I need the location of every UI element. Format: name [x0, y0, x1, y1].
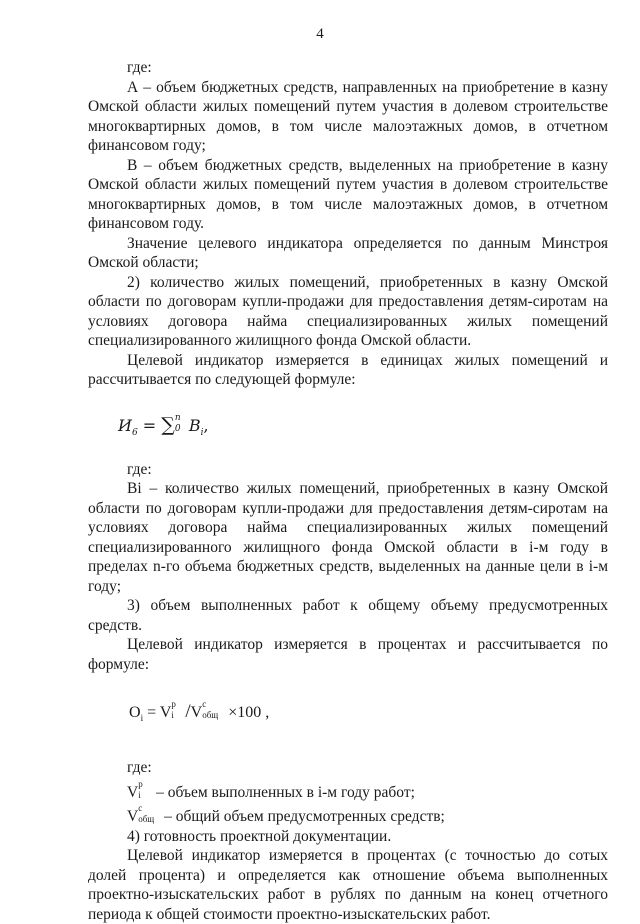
data-source-note: Значение целевого индикатора определяется по данным Минстроя Омской области;: [88, 234, 608, 271]
formula2-num: V: [159, 704, 172, 721]
where-label: где:: [127, 59, 152, 76]
vip-sup: р: [138, 778, 143, 789]
formula2-den-sub: общ: [202, 710, 219, 720]
formula-tail: ,: [203, 415, 209, 435]
definition-vc: [88, 803, 608, 827]
sum-icon: ∑: [161, 413, 175, 436]
vc-sup: с: [138, 803, 143, 813]
formula-oi: [129, 700, 608, 724]
vc-text: – общий объем предусмотренных средств;: [160, 808, 445, 825]
formula-var-sub: i: [200, 427, 204, 438]
formula2-den: V: [190, 704, 203, 721]
formula-lhs: И: [118, 415, 132, 435]
formula2-num-indices: [171, 699, 185, 720]
item-3-measure: Целевой индикатор измеряется в процентах и рассчитывается по формуле:: [88, 636, 608, 673]
page-number: 4: [316, 26, 324, 42]
formula2-lhs: O: [129, 704, 141, 721]
where-label-3: где:: [127, 759, 152, 776]
formula2-lhs-sub: i: [140, 713, 144, 723]
formula2-num-sup: р: [171, 699, 176, 709]
vc-indices: [138, 803, 160, 824]
sum-limits: [174, 412, 189, 434]
formula2-den-sup: с: [202, 699, 207, 709]
formula2-den-indices: [202, 699, 224, 720]
sum-lower-limit: 0: [174, 423, 181, 434]
item-2-measure: Целевой индикатор измеряется в единицах жилых помещений и рассчитывается по следующей формуле:: [88, 351, 608, 388]
definition-a: А – объем бюджетных средств, направленных на приобретение в казну Омской области жилых помещений путем участия в долевом строительстве многоквартирных домов, в том числе малоэтажных домов, в отчетном финансовом году;: [88, 78, 608, 154]
formula2-mult: ×100 ,: [224, 704, 270, 721]
vip-symbol: V: [127, 783, 139, 801]
item-4-measure: Целевой индикатор измеряется в процентах (с точностью до сотых долей процента) и определяется как отношение объема выполненных проектно-изыскательских работ в рублях по данным на конец отчетного периода к общей стоимости проектно-изыскательских работ.: [88, 847, 608, 923]
formula-indicator-6: [118, 414, 608, 436]
item-2-text: 2) количество жилых помещений, приобретенных в казну Омской области по договорам купли-продажи для предоставления детям-сиротам на условиях договора найма специализированных жилых помещений специализированного жилищного фонда Омской области.: [88, 273, 608, 349]
formula2-slash: /: [185, 701, 191, 722]
definition-b: В – объем бюджетных средств, выделенных на приобретение в казну Омской области жилых помещений путем участия в долевом строительстве многоквартирных домов, в том числе малоэтажных домов, в отчетном финансовом году.: [88, 156, 608, 232]
where-label-2: где:: [127, 460, 152, 478]
item-4-text: 4) готовность проектной документации.: [127, 827, 392, 845]
definition-bi: Bi – количество жилых помещений, приобретенных в казну Омской области по договорам купли-продажи для предоставления детям-сиротам на условиях договора найма специализированных жилых помещений специализированного жилищного фонда Омской области в i-м году в пределах n-го объема бюджетных средств, выделенных на данные цели в i-м году;: [88, 480, 608, 595]
formula-var: B: [188, 415, 201, 435]
sum-upper-limit: n: [174, 412, 181, 423]
item-3-text: 3) объем выполненных работ к общему объему предусмотренных средств.: [88, 597, 608, 634]
formula2-num-sub: i: [171, 710, 174, 720]
formula-lhs-sub: 6: [131, 427, 138, 438]
vip-sub: i: [138, 789, 141, 800]
formula2-equals: =: [143, 704, 160, 721]
vc-symbol: V: [127, 808, 139, 825]
definition-vip: [88, 778, 608, 803]
vip-indices: [138, 778, 152, 800]
document-body: [88, 58, 608, 924]
formula-equals: =: [137, 415, 162, 435]
vip-text: – объем выполненных в i-м году работ;: [152, 783, 415, 801]
vc-sub: общ: [138, 814, 155, 824]
